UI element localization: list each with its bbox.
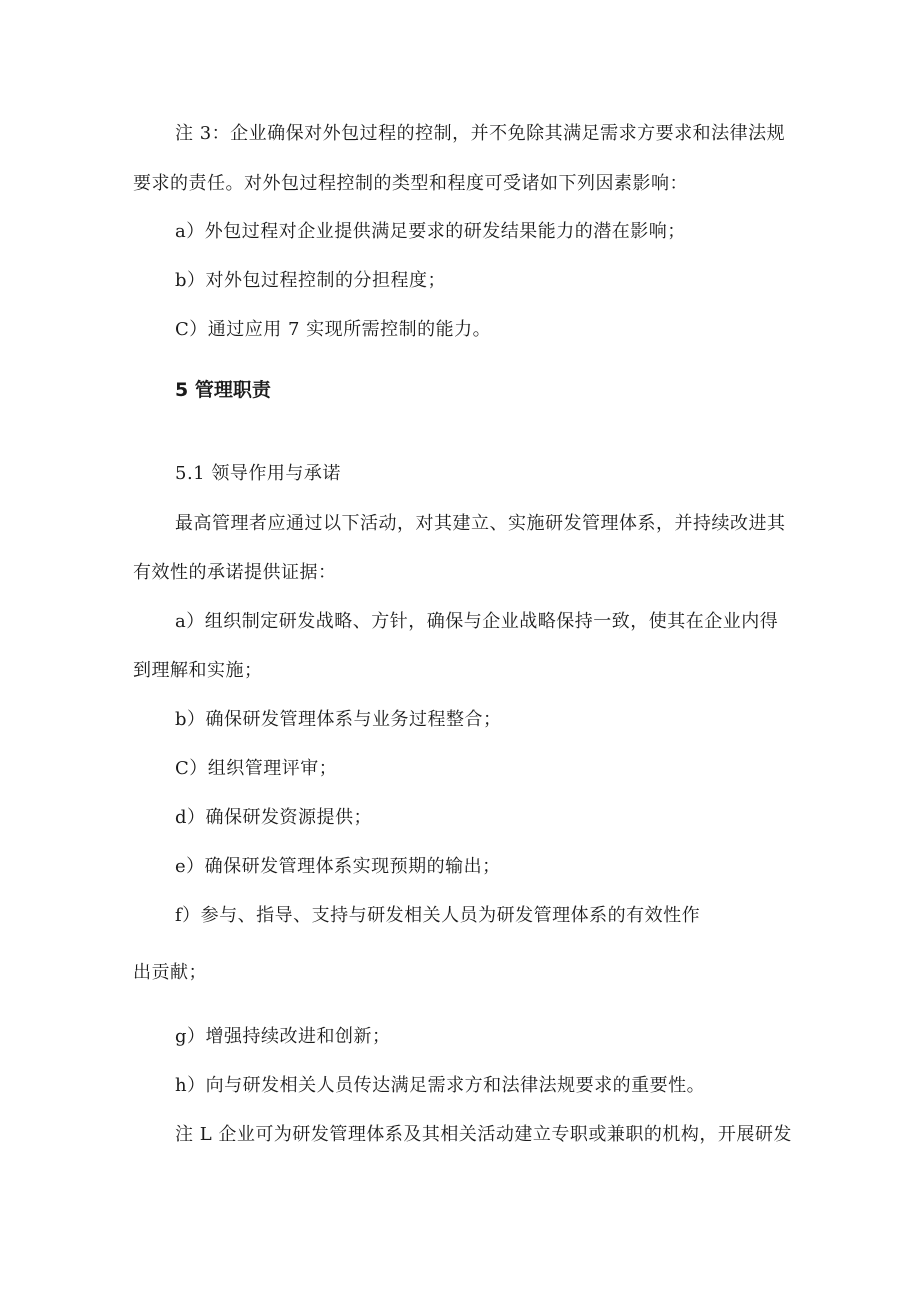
note3-line-1: 注 3：企业确保对外包过程的控制，并不免除其满足需求方要求和法律法规 <box>175 123 786 144</box>
list-item-d: d）确保研发资源提供； <box>175 807 373 828</box>
list-item-b: b）确保研发管理体系与业务过程整合； <box>175 709 502 730</box>
note3-item-b: b）对外包过程控制的分担程度； <box>175 270 447 291</box>
list-item-g: g）增强持续改进和创新； <box>175 1026 391 1047</box>
list-item-f-line-2: 出贡献； <box>133 962 207 983</box>
section-heading: 5 管理职责 <box>175 379 271 401</box>
note3-item-c: C）通过应用 7 实现所需控制的能力。 <box>175 319 492 340</box>
intro-line-1: 最高管理者应通过以下活动，对其建立、实施研发管理体系，并持续改进其 <box>175 513 786 534</box>
note3-line-2: 要求的责任。对外包过程控制的类型和程度可受诸如下列因素影响： <box>133 173 688 194</box>
list-item-a-line-2: 到理解和实施； <box>133 660 263 681</box>
list-item-f-line-1: f）参与、指导、支持与研发相关人员为研发管理体系的有效性作 <box>175 905 701 926</box>
list-item-c: C）组织管理评审； <box>175 758 338 779</box>
list-item-a-line-1: a）组织制定研发战略、方针，确保与企业战略保持一致，使其在企业内得 <box>175 611 779 632</box>
list-item-h: h）向与研发相关人员传达满足需求方和法律法规要求的重要性。 <box>175 1075 706 1096</box>
note3-item-a: a）外包过程对企业提供满足要求的研发结果能力的潜在影响； <box>175 221 686 242</box>
list-item-e: e）确保研发管理体系实现预期的输出； <box>175 856 501 877</box>
note1-line-1: 注 L 企业可为研发管理体系及其相关活动建立专职或兼职的机构，开展研发 <box>175 1124 792 1145</box>
subsection-heading: 5.1 领导作用与承诺 <box>175 463 341 484</box>
intro-line-2: 有效性的承诺提供证据： <box>133 562 337 583</box>
